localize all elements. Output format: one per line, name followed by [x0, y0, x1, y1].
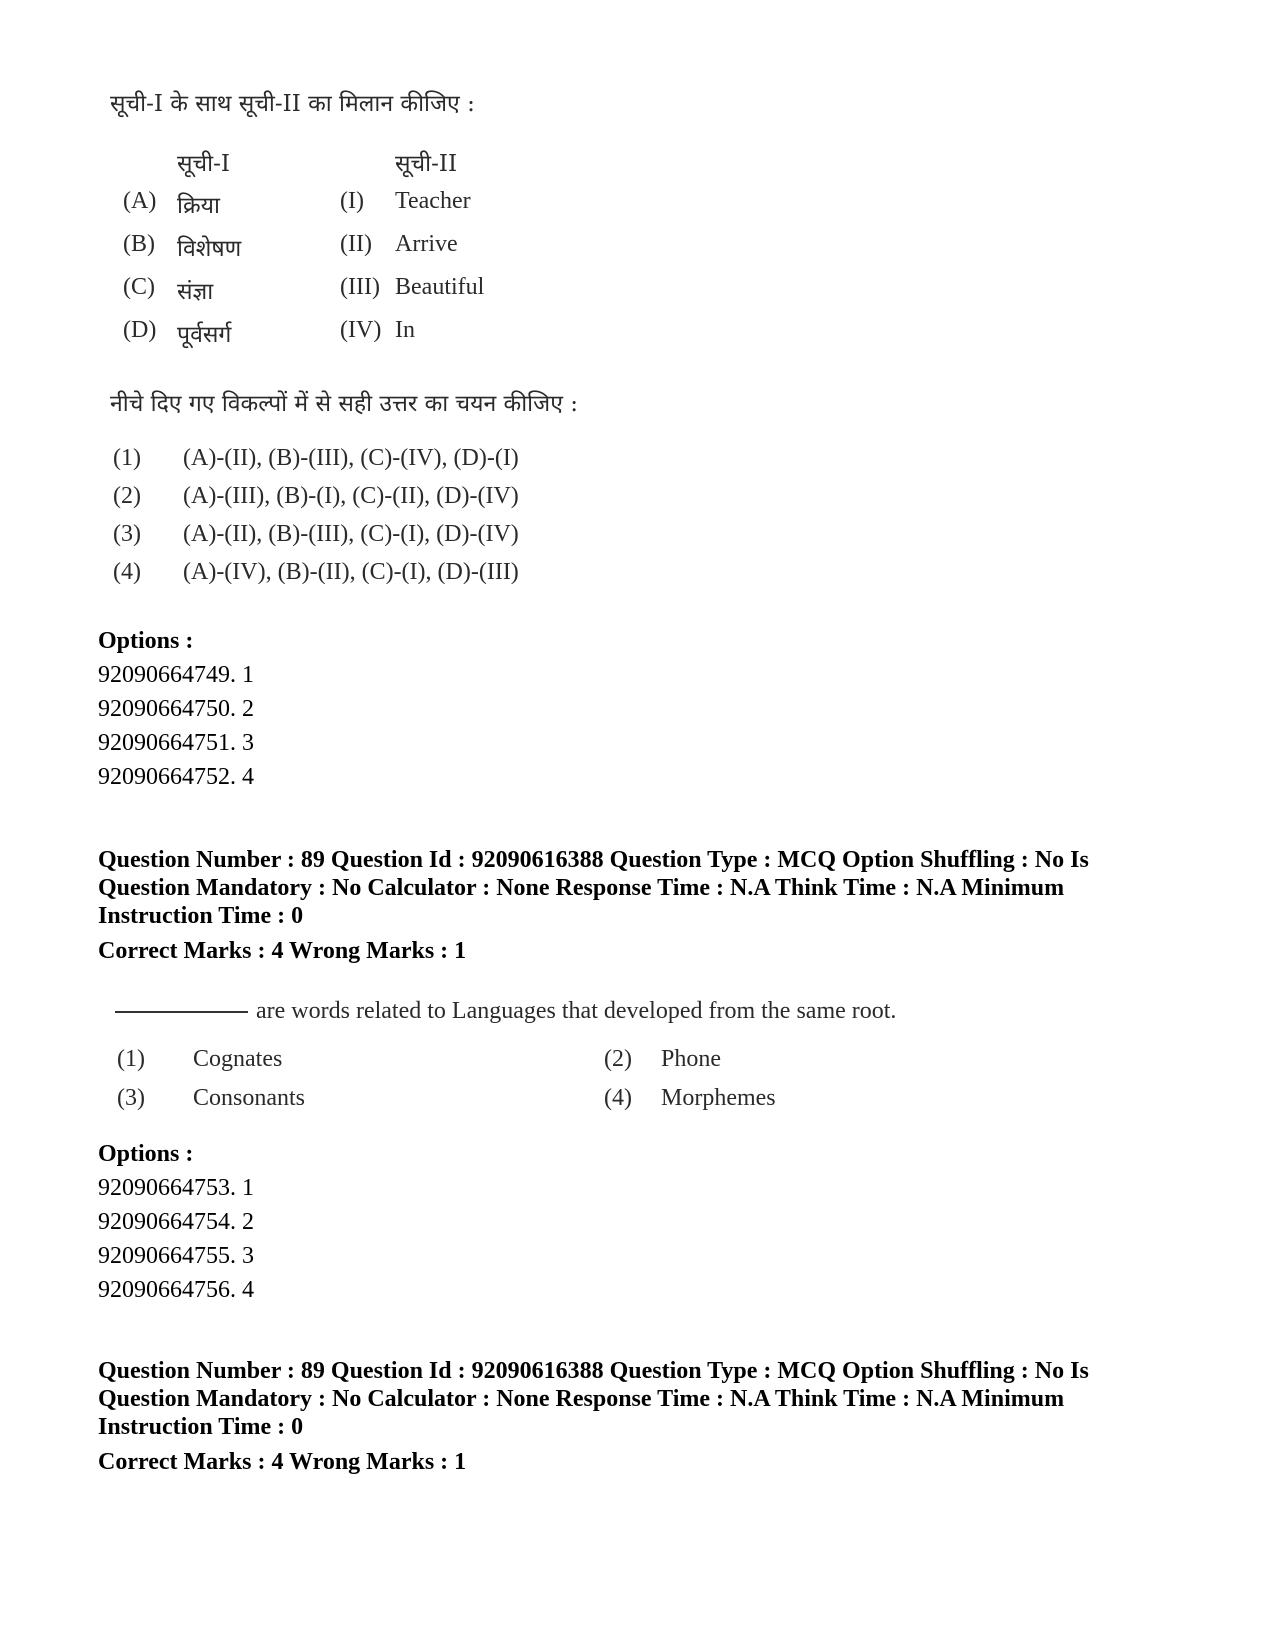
question-meta: Question Number : 89 Question Id : 92090616388 Question Type : MCQ Option Shuffling : No Is — [98, 847, 1089, 873]
blank-line — [115, 1011, 248, 1013]
list-1-item: पूर्वसर्ग — [177, 322, 232, 348]
choice-number: (3) — [113, 521, 141, 547]
choice-text: (A)-(II), (B)-(III), (C)-(I), (D)-(IV) — [183, 521, 519, 547]
list-1-label: (C) — [123, 274, 155, 300]
options-title: Options : — [98, 628, 194, 654]
option-line: 92090664751. 3 — [98, 730, 254, 756]
list-1-label: (D) — [123, 317, 157, 343]
question-meta: Question Mandatory : No Calculator : None Response Time : N.A Think Time : N.A Minimum — [98, 1386, 1065, 1412]
list-2-item: Teacher — [395, 188, 471, 214]
list-2-item: In — [395, 317, 415, 343]
question-marks: Correct Marks : 4 Wrong Marks : 1 — [98, 1449, 467, 1475]
list-1-label: (A) — [123, 188, 157, 214]
option-line: 92090664755. 3 — [98, 1243, 254, 1269]
choice-text: Consonants — [193, 1085, 306, 1111]
choice-text: Cognates — [193, 1046, 283, 1072]
choice-number: (1) — [117, 1046, 145, 1072]
choice-number: (2) — [604, 1046, 632, 1072]
match-instruction: सूची-I के साथ सूची-II का मिलान कीजिए : — [110, 91, 475, 117]
choice-text: Phone — [661, 1046, 721, 1072]
list-2-item: Arrive — [395, 231, 458, 257]
list-1-header: सूची-I — [177, 151, 230, 177]
list-2-header: सूची-II — [395, 151, 458, 177]
question-meta: Question Mandatory : No Calculator : None Response Time : N.A Think Time : N.A Minimum — [98, 875, 1065, 901]
choice-text: (A)-(III), (B)-(I), (C)-(II), (D)-(IV) — [183, 483, 519, 509]
option-line: 92090664753. 1 — [98, 1175, 254, 1201]
question-meta: Question Number : 89 Question Id : 92090616388 Question Type : MCQ Option Shuffling : No Is — [98, 1358, 1089, 1384]
list-2-label: (II) — [340, 231, 372, 257]
choice-number: (4) — [604, 1085, 632, 1111]
list-1-label: (B) — [123, 231, 155, 257]
stem-text: are words related to Languages that developed from the same root. — [256, 998, 897, 1024]
option-line: 92090664749. 1 — [98, 662, 254, 688]
list-2-label: (IV) — [340, 317, 382, 343]
option-line: 92090664752. 4 — [98, 764, 254, 790]
list-1-item: विशेषण — [177, 236, 242, 262]
option-line: 92090664750. 2 — [98, 696, 254, 722]
options-title: Options : — [98, 1141, 194, 1167]
question-meta: Instruction Time : 0 — [98, 903, 304, 929]
list-2-item: Beautiful — [395, 274, 485, 300]
option-line: 92090664754. 2 — [98, 1209, 254, 1235]
question-marks: Correct Marks : 4 Wrong Marks : 1 — [98, 938, 467, 964]
list-2-label: (III) — [340, 274, 380, 300]
choice-text: (A)-(II), (B)-(III), (C)-(IV), (D)-(I) — [183, 445, 519, 471]
choice-number: (3) — [117, 1085, 145, 1111]
question-meta: Instruction Time : 0 — [98, 1414, 304, 1440]
choice-text: (A)-(IV), (B)-(II), (C)-(I), (D)-(III) — [183, 559, 519, 585]
question-stem — [115, 998, 896, 1025]
list-1-item: संज्ञा — [177, 279, 214, 305]
list-2-label: (I) — [340, 188, 364, 214]
choice-number: (1) — [113, 445, 141, 471]
choice-number: (2) — [113, 483, 141, 509]
list-1-item: क्रिया — [177, 193, 220, 219]
choose-instruction: नीचे दिए गए विकल्पों में से सही उत्तर का चयन कीजिए : — [110, 391, 578, 417]
choice-number: (4) — [113, 559, 141, 585]
choice-text: Morphemes — [661, 1085, 776, 1111]
option-line: 92090664756. 4 — [98, 1277, 254, 1303]
